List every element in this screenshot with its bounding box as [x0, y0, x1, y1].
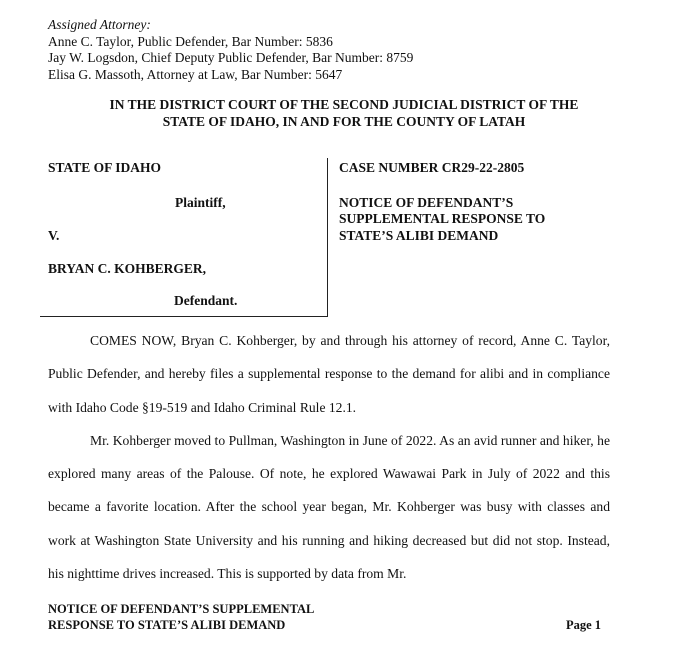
defendant-label: Defendant. [174, 293, 238, 308]
caption-vertical-divider [327, 158, 328, 317]
caption-bottom-divider [40, 316, 328, 317]
court-heading-line2: STATE OF IDAHO, IN AND FOR THE COUNTY OF LATAH [162, 114, 526, 129]
body-paragraph: COMES NOW, Bryan C. Kohberger, by and through his attorney of record, Anne C. Taylor, Public Defender, and hereby files a supplemental response to the demand for alibi and in compliance with Idaho Code §19-519 and Idaho Criminal Rule 12.1. [48, 333, 610, 415]
plaintiff-name: STATE OF IDAHO [48, 160, 162, 175]
case-number: CASE NUMBER CR29-22-2805 [339, 160, 525, 175]
attorney-block [48, 17, 413, 83]
assigned-attorney-label: Assigned Attorney: [48, 17, 151, 32]
attorney-line: Elisa G. Massoth, Attorney at Law, Bar Number: 5647 [48, 66, 343, 82]
document-title-line2: SUPPLEMENTAL RESPONSE TO [339, 211, 546, 226]
attorney-line: Anne C. Taylor, Public Defender, Bar Number: 5836 [48, 33, 333, 49]
plaintiff-label: Plaintiff, [175, 195, 226, 210]
versus-label: V. [48, 228, 60, 243]
footer-title-line1: NOTICE OF DEFENDANT’S SUPPLEMENTAL [48, 602, 315, 616]
court-heading [0, 96, 688, 130]
page-number: Page 1 [566, 618, 602, 632]
footer-title [48, 601, 314, 633]
footer-title-line2: RESPONSE TO STATE’S ALIBI DEMAND [48, 618, 286, 632]
document-title-line3: STATE’S ALIBI DEMAND [339, 228, 499, 243]
body-paragraph: Mr. Kohberger moved to Pullman, Washington in June of 2022. As an avid runner and hiker, he explored many areas of the Palouse. Of note, he explored Wawawai Park in July of 2022 and this became a favorite location. After the school year began, Mr. Kohberger was busy with classes and work at Washington State University and his running and hiking decreased but did not stop. Instead, his nighttime drives increased. This is supported by data from Mr. [48, 432, 610, 582]
defendant-name: BRYAN C. KOHBERGER, [48, 261, 207, 276]
attorney-line: Jay W. Logsdon, Chief Deputy Public Defender, Bar Number: 8759 [48, 50, 414, 65]
document-title-line1: NOTICE OF DEFENDANT’S [339, 195, 514, 210]
document-body [48, 324, 610, 590]
court-heading-line1: IN THE DISTRICT COURT OF THE SECOND JUDICIAL DISTRICT OF THE [109, 97, 579, 112]
